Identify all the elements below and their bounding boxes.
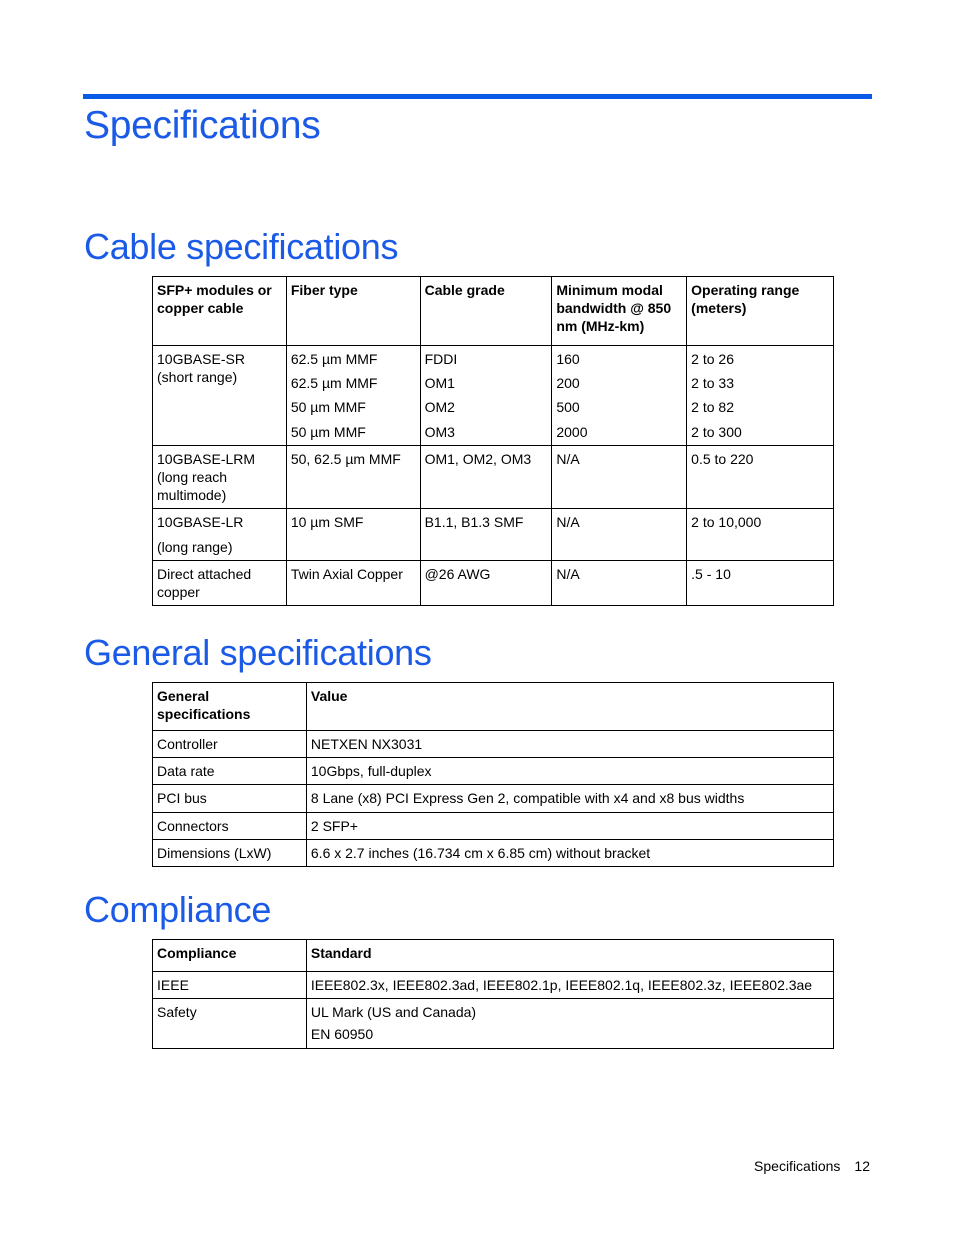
bandwidth-cell: N/A bbox=[552, 560, 687, 605]
cell-line: OM3 bbox=[424, 423, 455, 440]
cell-line: 200 bbox=[556, 375, 580, 392]
cell-line: 10GBASE-LRM bbox=[157, 450, 256, 467]
spec-name-cell: Controller bbox=[153, 731, 307, 758]
module-cell bbox=[153, 560, 287, 605]
cell-line: 62.5 µm MMF bbox=[290, 351, 378, 367]
cell-line: (long reach bbox=[157, 468, 228, 485]
bandwidth-cell: N/A bbox=[552, 509, 687, 560]
column-header: Standard bbox=[306, 940, 833, 972]
cell-line: 62.5 µm MMF bbox=[290, 375, 378, 392]
column-header: Value bbox=[306, 683, 833, 731]
column-header: Fiber type bbox=[286, 277, 420, 346]
spec-name-cell: Dimensions (LxW) bbox=[153, 839, 307, 866]
bandwidth-cell: N/A bbox=[552, 445, 687, 509]
range-cell bbox=[687, 346, 834, 446]
general-specifications-table bbox=[152, 682, 834, 867]
spec-value-cell: NETXEN NX3031 bbox=[306, 731, 833, 758]
range-cell: .5 - 10 bbox=[687, 560, 834, 605]
compliance-name-cell: IEEE bbox=[153, 972, 307, 999]
cell-line: 50 µm MMF bbox=[290, 399, 366, 416]
fiber-cell: 10 µm SMF bbox=[286, 509, 420, 560]
cable-specifications-table bbox=[152, 276, 834, 606]
cell-line: 500 bbox=[556, 399, 580, 416]
cell-line: 160 bbox=[556, 351, 580, 367]
grade-cell: B1.1, B1.3 SMF bbox=[420, 509, 552, 560]
cell-line: EN 60950 bbox=[310, 1026, 374, 1043]
page-number: 12 bbox=[854, 1158, 870, 1174]
module-cell bbox=[153, 445, 287, 509]
cell-line: UL Mark (US and Canada) bbox=[310, 1004, 477, 1021]
table-row bbox=[153, 509, 834, 560]
cell-line: 10GBASE-LR bbox=[157, 514, 244, 531]
spec-value-cell: 6.6 x 2.7 inches (16.734 cm x 6.85 cm) without bracket bbox=[306, 839, 833, 866]
table-row bbox=[153, 972, 834, 999]
fiber-cell: 50, 62.5 µm MMF bbox=[286, 445, 420, 509]
compliance-table bbox=[152, 939, 834, 1049]
cell-line: 50 µm MMF bbox=[290, 423, 366, 440]
compliance-heading: Compliance bbox=[84, 889, 272, 930]
table-row bbox=[153, 839, 834, 866]
cell-line: Direct attached bbox=[157, 565, 252, 582]
cell-line: (short range) bbox=[157, 369, 238, 386]
footer-section: Specifications bbox=[754, 1158, 841, 1174]
spec-value-cell: 2 SFP+ bbox=[306, 812, 833, 839]
column-header: General specifications bbox=[153, 683, 307, 731]
cell-line: OM1 bbox=[424, 375, 455, 392]
spec-value-cell: 8 Lane (x8) PCI Express Gen 2, compatible with x4 and x8 bus widths bbox=[306, 785, 833, 812]
column-header: SFP+ modules or copper cable bbox=[153, 277, 287, 346]
cell-line: 2 to 82 bbox=[691, 399, 734, 416]
cell-line: FDDI bbox=[424, 351, 458, 367]
spec-name-cell: PCI bus bbox=[153, 785, 307, 812]
table-row bbox=[153, 445, 834, 509]
module-cell bbox=[153, 509, 287, 560]
page-footer bbox=[754, 1158, 870, 1174]
range-cell: 0.5 to 220 bbox=[687, 445, 834, 509]
column-header: Cable grade bbox=[420, 277, 552, 346]
cable-specifications-heading: Cable specifications bbox=[84, 226, 399, 267]
spec-value-cell: 10Gbps, full-duplex bbox=[306, 758, 833, 785]
table-row bbox=[153, 812, 834, 839]
column-header: Operating range (meters) bbox=[687, 277, 834, 346]
bandwidth-cell bbox=[552, 346, 687, 446]
cell-line: OM2 bbox=[424, 399, 455, 416]
cell-line: 2000 bbox=[556, 423, 588, 440]
cell-line: (long range) bbox=[157, 538, 233, 555]
table-row bbox=[153, 731, 834, 758]
grade-cell: OM1, OM2, OM3 bbox=[420, 445, 552, 509]
spec-name-cell: Connectors bbox=[153, 812, 307, 839]
table-header-row bbox=[153, 683, 834, 731]
compliance-name-cell: Safety bbox=[153, 999, 307, 1049]
table-header-row bbox=[153, 940, 834, 972]
page-title: Specifications bbox=[84, 104, 321, 147]
spec-name-cell: Data rate bbox=[153, 758, 307, 785]
table-row bbox=[153, 758, 834, 785]
table-header-row bbox=[153, 277, 834, 346]
general-specifications-heading: General specifications bbox=[84, 632, 432, 673]
cell-line: copper bbox=[157, 583, 200, 600]
cell-line: 10GBASE-SR bbox=[157, 351, 245, 367]
table-row bbox=[153, 999, 834, 1049]
column-header: Minimum modal bandwidth @ 850 nm (MHz-km) bbox=[552, 277, 687, 346]
range-cell: 2 to 10,000 bbox=[687, 509, 834, 560]
table-row bbox=[153, 346, 834, 446]
standard-cell: IEEE802.3x, IEEE802.3ad, IEEE802.1p, IEEE802.1q, IEEE802.3z, IEEE802.3ae bbox=[306, 972, 833, 999]
grade-cell: @26 AWG bbox=[420, 560, 552, 605]
table-row bbox=[153, 785, 834, 812]
cell-line: 2 to 26 bbox=[691, 351, 734, 367]
table-row bbox=[153, 560, 834, 605]
column-header: Compliance bbox=[153, 940, 307, 972]
cell-line: 2 to 33 bbox=[691, 375, 734, 392]
fiber-cell bbox=[286, 346, 420, 446]
standard-cell bbox=[306, 999, 833, 1049]
cell-line: 2 to 300 bbox=[691, 423, 742, 440]
title-rule bbox=[83, 94, 872, 99]
module-cell bbox=[153, 346, 287, 446]
fiber-cell: Twin Axial Copper bbox=[286, 560, 420, 605]
cell-line: multimode) bbox=[157, 487, 227, 504]
grade-cell bbox=[420, 346, 552, 446]
